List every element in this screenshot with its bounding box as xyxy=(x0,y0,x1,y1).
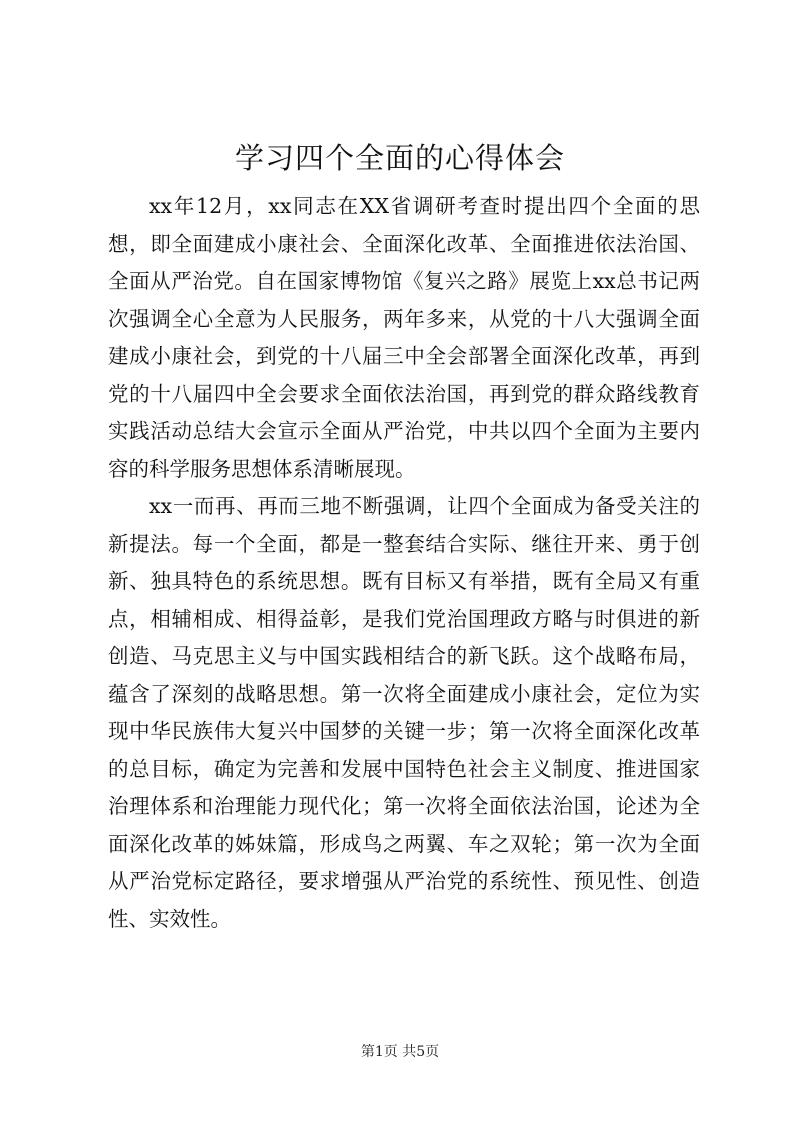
paragraph: xx年12月，xx同志在XX省调研考查时提出四个全面的思想，即全面建成小康社会、全面深化改革、全面推进依法治国、全面从严治党。自在国家博物馆《复兴之路》展览上xx总书记两次强调全心全意为人民服务，两年多来，从党的十八大强调全面建成小康社会，到党的十八届三中全会部署全面深化改革，再到党的十八届四中全会要求全面依法治国，再到党的群众路线教育实践活动总结大会宣示全面从严治党，中共以四个全面为主要内容的科学服务思想体系清晰展现。 xyxy=(108,194,700,481)
page-number-footer: 第1页 共5页 xyxy=(360,1044,440,1060)
document-body xyxy=(108,188,700,938)
paragraph: xx一而再、再而三地不断强调，让四个全面成为备受关注的新提法。每一个全面，都是一整套结合实际、继往开来、勇于创新、独具特色的系统思想。既有目标又有举措，既有全局又有重点，相辅相成、相得益彰，是我们党治国理政方略与时俱进的新创造、马克思主义与中国实践相结合的新飞跃。这个战略布局，蕴含了深刻的战略思想。第一次将全面建成小康社会，定位为实现中华民族伟大复兴中国梦的关键一步；第一次将全面深化改革的总目标，确定为完善和发展中国特色社会主义制度、推进国家治理体系和治理能力现代化；第一次将全面依法治国，论述为全面深化改革的姊妹篇，形成鸟之两翼、车之双轮；第一次为全面从严治党标定路径，要求增强从严治党的系统性、预见性、创造性、实效性。 xyxy=(108,494,700,931)
document-title: 学习四个全面的心得体会 xyxy=(234,141,565,175)
